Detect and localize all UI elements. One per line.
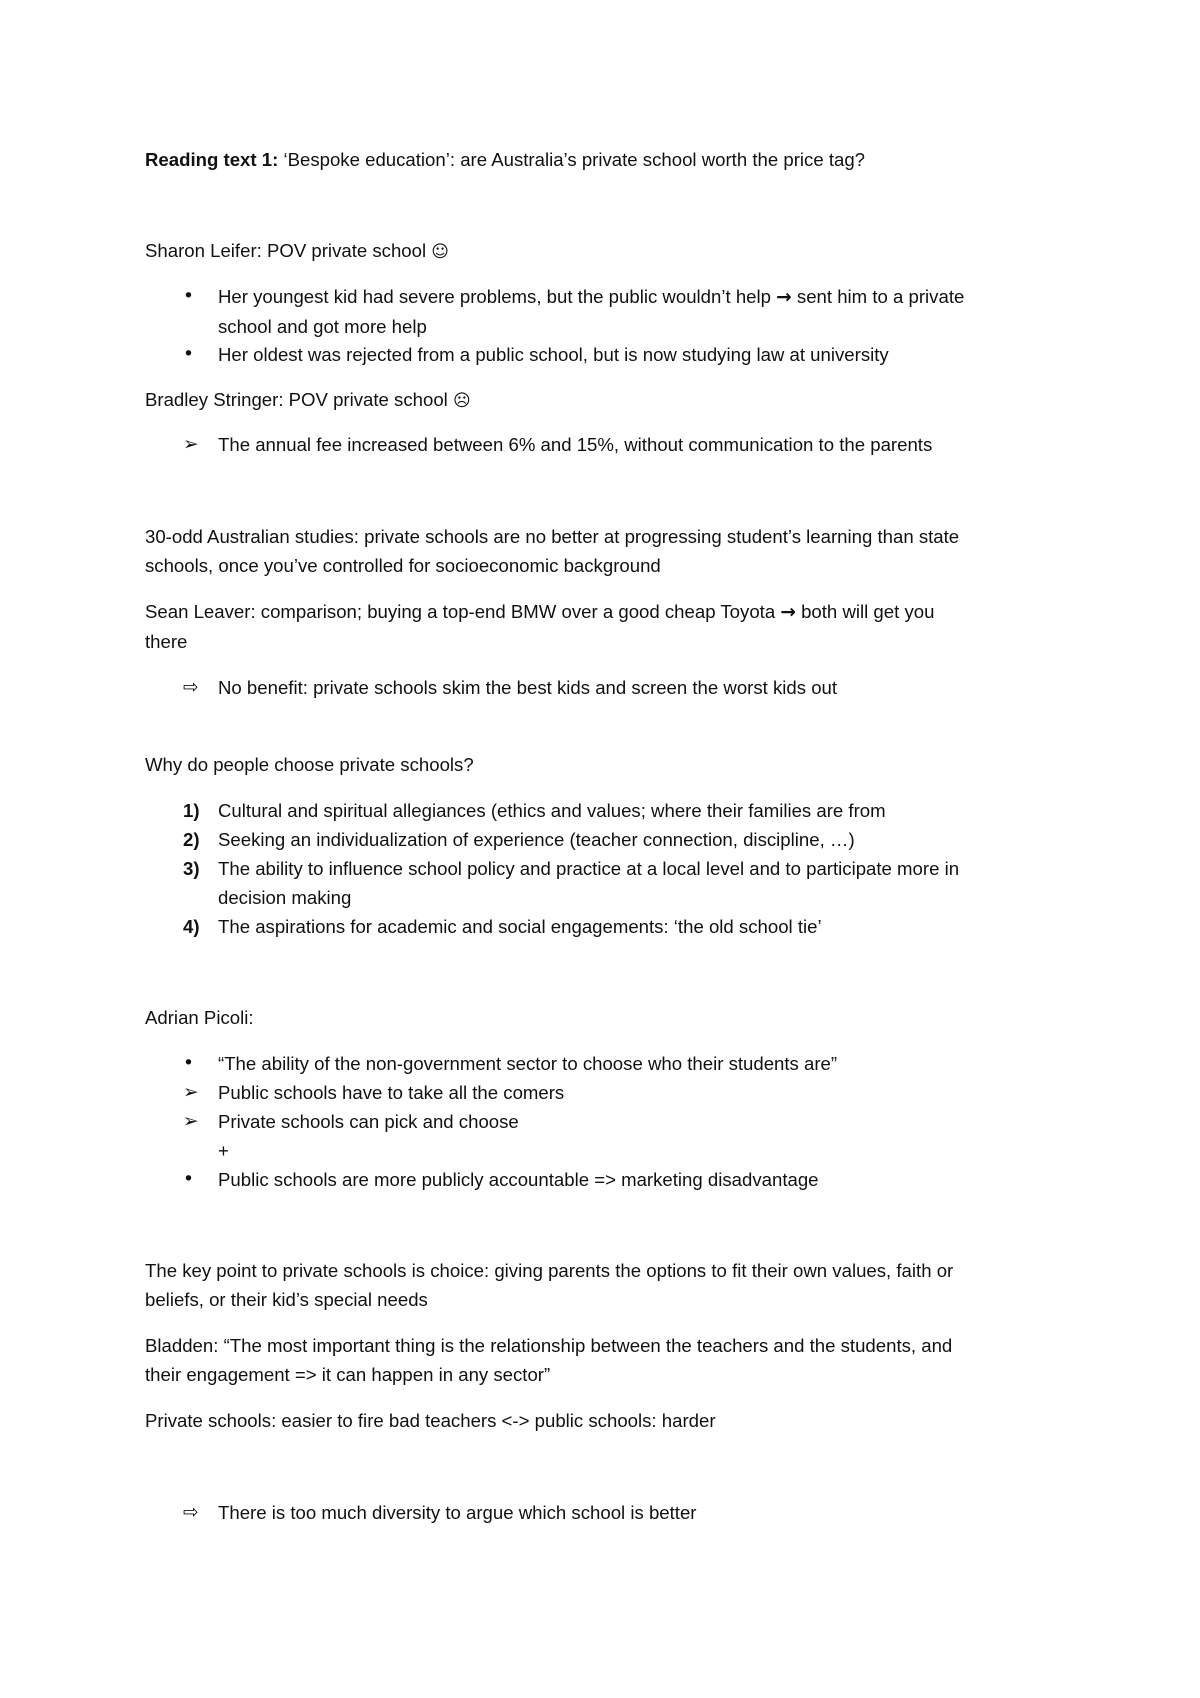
final-conclusion-text: There is too much diversity to argue which school is better: [218, 1502, 697, 1523]
list-item-text-part: Her youngest kid had severe problems, but the public wouldn’t help: [218, 286, 777, 307]
hollow-arrow-icon: ⇨: [183, 1502, 199, 1523]
key-point-paragraph: [145, 1256, 1065, 1314]
bladden-paragraph: [145, 1331, 1065, 1389]
smiley-icon: ☺: [431, 242, 450, 262]
list-item-text: The annual fee increased between 6% and 15%, without communication to the parents: [218, 434, 933, 455]
item-number: 4): [183, 916, 200, 937]
studies-line: schools, once you’ve controlled for socioeconomic background: [145, 555, 661, 576]
list-item-text: Public schools are more publicly accountable => marketing disadvantage: [218, 1169, 819, 1190]
arrowhead-bullet-icon: ➢: [183, 1082, 199, 1103]
studies-paragraph: [145, 522, 1065, 580]
numbered-item-line: The ability to influence school policy and practice at a local level and to participate more in: [218, 858, 960, 879]
bradley-heading-text: Bradley Stringer: POV private school: [145, 389, 453, 410]
list-item-text-part: school and got more help: [218, 316, 427, 337]
sean-line-part: Sean Leaver: comparison; buying a top-end BMW over a good cheap Toyota: [145, 601, 781, 622]
list-item-text: Private schools can pick and choose: [218, 1111, 519, 1132]
numbered-item-text: The aspirations for academic and social engagements: ‘the old school tie’: [218, 916, 822, 937]
conclusion-text: No benefit: private schools skim the best kids and screen the worst kids out: [218, 677, 838, 698]
numbered-item-text: [218, 854, 1068, 912]
why-heading: Why do people choose private schools?: [145, 754, 474, 775]
plus-sign: +: [218, 1140, 229, 1161]
studies-line: 30-odd Australian studies: private schools are no better at progressing student’s learning than state: [145, 526, 960, 547]
fire-teachers-paragraph: Private schools: easier to fire bad teachers <-> public schools: harder: [145, 1410, 716, 1431]
sharon-heading-text: Sharon Leifer: POV private school: [145, 240, 432, 261]
numbered-item-text: Cultural and spiritual allegiances (ethics and values; where their families are from: [218, 800, 886, 821]
sharon-heading: [145, 236, 1065, 267]
arrow-right-icon: →: [780, 602, 796, 623]
arrow-right-icon: →: [776, 287, 792, 308]
sean-line-part: both will get you: [795, 601, 935, 622]
numbered-item-line: decision making: [218, 887, 352, 908]
title-text: ‘Bespoke education’: are Australia’s private school worth the price tag?: [278, 149, 866, 170]
item-number: 3): [183, 858, 200, 879]
key-point-line: The key point to private schools is choice: giving parents the options to fit their own values, faith or: [145, 1260, 954, 1281]
arrowhead-bullet-icon: ➢: [183, 434, 199, 455]
bladden-line: their engagement => it can happen in any sector”: [145, 1364, 551, 1385]
key-point-line: beliefs, or their kid’s special needs: [145, 1289, 428, 1310]
numbered-item-text: Seeking an individualization of experience (teacher connection, discipline, …): [218, 829, 855, 850]
list-item-text: Public schools have to take all the comers: [218, 1082, 565, 1103]
list-item-text-part: sent him to a private: [791, 286, 965, 307]
hollow-arrow-icon: ⇨: [183, 677, 199, 698]
sean-line-part: there: [145, 631, 188, 652]
bullet-icon: •: [183, 344, 194, 365]
item-number: 1): [183, 800, 200, 821]
item-number: 2): [183, 829, 200, 850]
title-prefix: Reading text 1:: [145, 149, 279, 170]
frown-icon: ☹: [452, 391, 471, 411]
bullet-icon: •: [183, 286, 194, 307]
arrowhead-bullet-icon: ➢: [183, 1111, 199, 1132]
sean-paragraph: [145, 597, 1065, 656]
list-item-text: [218, 282, 1068, 341]
bradley-heading: [145, 385, 1065, 416]
adrian-heading: Adrian Picoli:: [145, 1007, 254, 1028]
bullet-icon: •: [183, 1169, 194, 1190]
page-title: [145, 145, 1065, 174]
bladden-line: Bladden: “The most important thing is the relationship between the teachers and the students, and: [145, 1335, 953, 1356]
list-item-text: “The ability of the non-government sector to choose who their students are”: [218, 1053, 838, 1074]
list-item-text: Her oldest was rejected from a public school, but is now studying law at university: [218, 344, 889, 365]
bullet-icon: •: [183, 1053, 194, 1074]
